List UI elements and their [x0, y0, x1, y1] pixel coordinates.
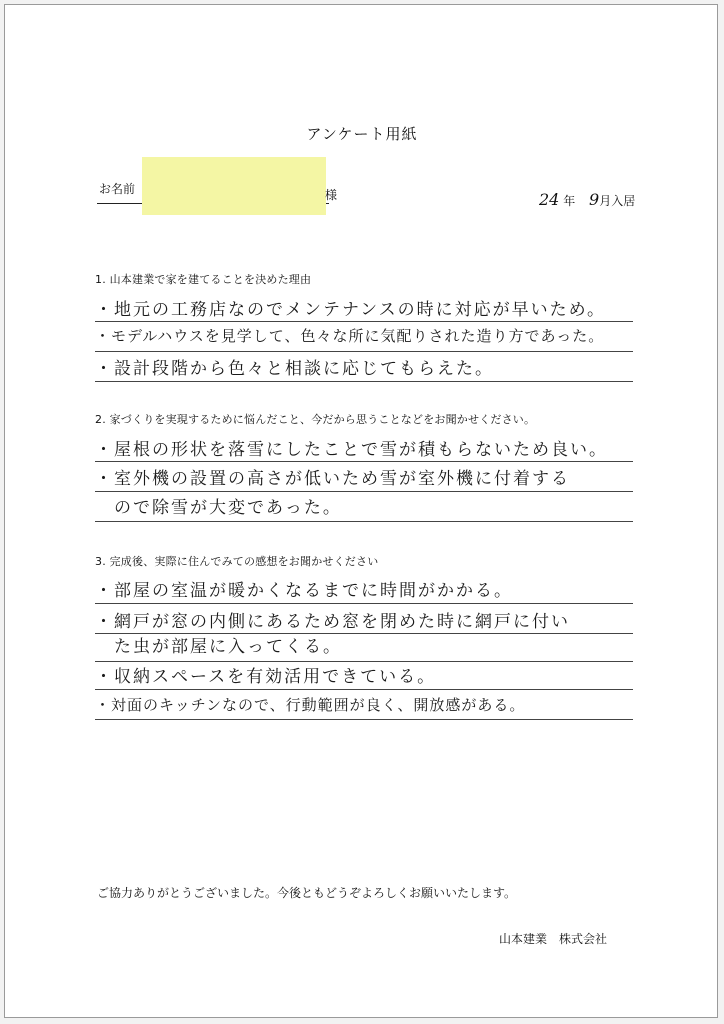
answer-rule — [95, 521, 633, 522]
answer-rule — [95, 321, 633, 322]
answer-2-line-1: ・屋根の形状を落雪にしたことで雪が積もらないため良い。 — [95, 440, 608, 460]
answer-1-line-2: ・モデルハウスを見学して、色々な所に気配りされた造り方であった。 — [95, 327, 605, 345]
answer-rule — [95, 491, 633, 492]
answer-2-line-3: ので除雪が大変であった。 — [95, 498, 342, 518]
answer-1-line-1: ・地元の工務店なのでメンテナンスの時に対応が早いため。 — [95, 300, 606, 320]
question-1: 1. 山本建業で家を建てることを決めた理由 — [95, 273, 312, 286]
answer-3-line-3: た虫が部屋に入ってくる。 — [95, 637, 342, 657]
question-2: 2. 家づくりを実現するために悩んだこと、今だから思うことなどをお聞かせください。 — [95, 413, 536, 426]
answer-2-line-2: ・室外機の設置の高さが低いため雪が室外機に付着する — [95, 469, 570, 489]
month-value: 9 — [589, 190, 600, 209]
year-value: 24 — [539, 190, 560, 209]
month-suffix: 月入居 — [599, 194, 636, 208]
name-label: お名前 — [99, 182, 136, 196]
answer-rule — [95, 603, 633, 604]
closing-message: ご協力ありがとうございました。今後ともどうぞよろしくお願いいたします。 — [97, 886, 517, 900]
answer-3-line-5: ・対面のキッチンなので、行動範囲が良く、開放感がある。 — [95, 696, 526, 714]
honorific-label: 様 — [325, 188, 338, 202]
page-title: アンケート用紙 — [306, 125, 418, 143]
redaction-sticky-note — [142, 157, 326, 215]
answer-3-line-1: ・部屋の室温が暖かくなるまでに時間がかかる。 — [95, 581, 513, 601]
answer-rule — [95, 689, 633, 690]
move-in-date — [539, 190, 635, 209]
answer-rule — [95, 351, 633, 352]
answer-rule — [95, 461, 633, 462]
answer-3-line-2: ・網戸が窓の内側にあるため窓を閉めた時に網戸に付い — [95, 612, 570, 632]
answer-1-line-3: ・設計段階から色々と相談に応じてもらえた。 — [95, 359, 494, 379]
answer-rule — [95, 381, 633, 382]
year-unit: 年 — [563, 194, 576, 208]
company-name: 山本建業 株式会社 — [499, 932, 608, 946]
answer-3-line-4: ・収納スペースを有効活用できている。 — [95, 667, 437, 687]
question-3: 3. 完成後、実際に住んでみての感想をお聞かせください — [95, 555, 379, 568]
answer-rule — [95, 719, 633, 720]
survey-sheet — [4, 4, 718, 1018]
